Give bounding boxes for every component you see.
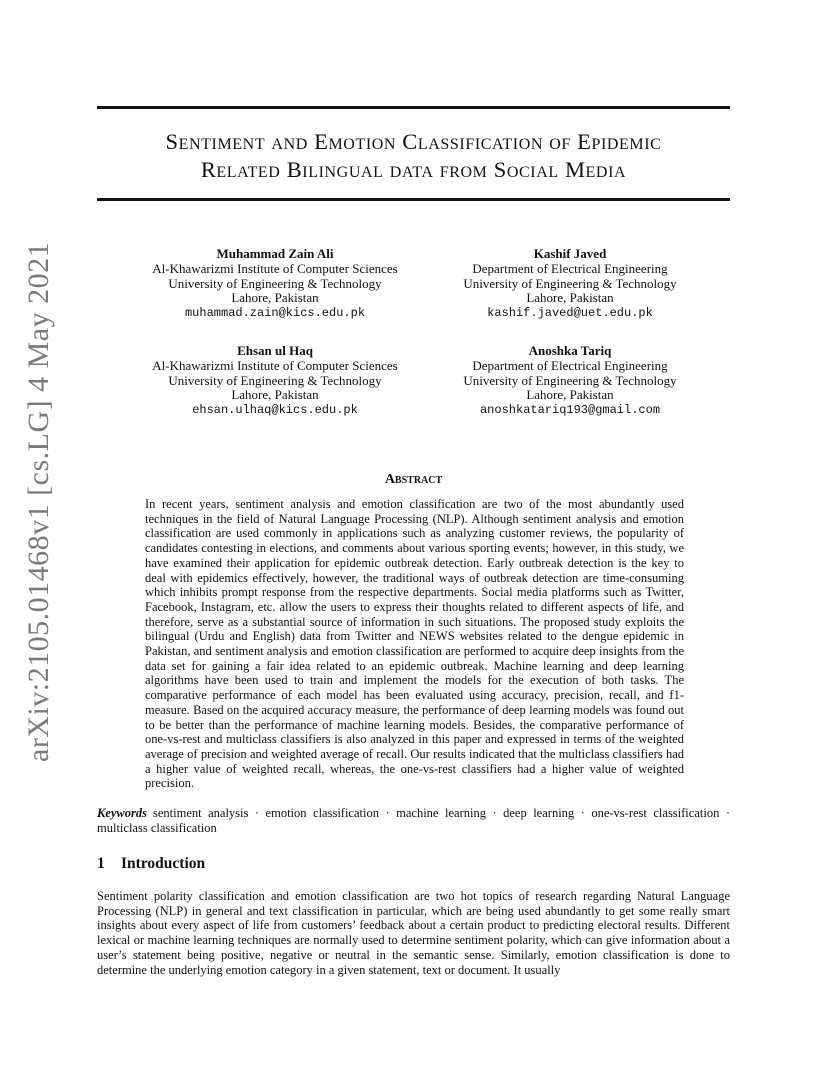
author-location: Lahore, Pakistan bbox=[231, 290, 319, 306]
author-name: Ehsan ul Haq bbox=[237, 343, 313, 358]
title-top-rule bbox=[97, 106, 730, 109]
title-line-1: Sentiment and Emotion Classification of Epidemic bbox=[165, 129, 662, 154]
abstract-heading: Abstract bbox=[384, 472, 443, 487]
author-affiliation: Al-Khawarizmi Institute of Computer Sciences bbox=[152, 357, 398, 373]
author-email: muhammad.zain@kics.edu.pk bbox=[184, 306, 366, 321]
author-location: Lahore, Pakistan bbox=[526, 290, 614, 306]
title-bottom-rule bbox=[97, 198, 730, 201]
author-block bbox=[420, 247, 720, 321]
author-affiliation: Department of Electrical Engineering bbox=[472, 260, 668, 276]
author-affiliation: University of Engineering & Technology bbox=[463, 372, 677, 388]
author-email: ehsan.ulhaq@kics.edu.pk bbox=[192, 403, 358, 418]
author-block bbox=[125, 247, 425, 321]
section-number: 1 bbox=[97, 855, 105, 872]
author-block bbox=[125, 344, 425, 418]
author-email: anoshkatariq193@gmail.com bbox=[479, 403, 661, 418]
author-name: Anoshka Tariq bbox=[528, 343, 612, 358]
section-title: Introduction bbox=[121, 855, 206, 872]
author-affiliation: University of Engineering & Technology bbox=[168, 275, 382, 291]
author-affiliation: University of Engineering & Technology bbox=[463, 275, 677, 291]
keywords-text: sentiment analysis · emotion classification · machine learning · deep learning · one-vs-rest classification · multiclass classification bbox=[97, 806, 730, 835]
author-affiliation: Department of Electrical Engineering bbox=[472, 357, 668, 373]
author-affiliation: Al-Khawarizmi Institute of Computer Sciences bbox=[152, 260, 398, 276]
keywords-label: Keywords bbox=[97, 806, 147, 820]
section-heading-introduction bbox=[97, 855, 205, 873]
title-line-2: Related Bilingual data from Social Media bbox=[200, 157, 627, 182]
paper-title bbox=[97, 128, 730, 184]
author-name: Muhammad Zain Ali bbox=[216, 246, 334, 261]
author-location: Lahore, Pakistan bbox=[231, 387, 319, 403]
author-email: kashif.javed@uet.edu.pk bbox=[487, 306, 653, 321]
keywords bbox=[97, 806, 730, 835]
arxiv-identifier: arXiv:2105.01468v1 [cs.LG] 4 May 2021 bbox=[22, 241, 55, 762]
author-affiliation: University of Engineering & Technology bbox=[168, 372, 382, 388]
author-block bbox=[420, 344, 720, 418]
introduction-text: Sentiment polarity classification and emotion classification are two hot topics of research regarding Natural Language Processing (NLP) in general and text classification in particular, which are being used abundantly to get some really smart insights about every aspect of life from customers’ feedback about a certain product to predicting electoral results. Different lexical or machine learning techniques are normally used to determine sentiment polarity, which can give information about a user’s statement being positive, negative or neutral in the semantic sense. Similarly, emotion classification is done to determine the underlying emotion category in a given statement, text or document. It usually bbox=[97, 889, 730, 977]
author-name: Kashif Javed bbox=[533, 246, 607, 261]
author-location: Lahore, Pakistan bbox=[526, 387, 614, 403]
abstract-text: In recent years, sentiment analysis and emotion classification are two of the most abundantly used techniques in the field of Natural Language Processing (NLP). Although sentiment analysis and emotion classification are used commonly in applications such as analyzing customer reviews, the popularity of candidates contesting in elections, and comments about various sporting events; however, in this study, we have examined their application for epidemic outbreak detection. Early outbreak detection is the key to deal with epidemics effectively, however, the traditional ways of outbreak detection are time-consuming which inhibits prompt response from the respective departments. Social media platforms such as Twitter, Facebook, Instagram, etc. allow the users to express their thoughts related to different aspects of life, and therefore, serve as a substantial source of information in such situations. The proposed study exploits the bilingual (Urdu and English) data from Twitter and NEWS websites related to the dengue epidemic in Pakistan, and sentiment analysis and emotion classification are performed to acquire deep insights from the data set for gaining a fair idea related to an epidemic outbreak. Machine learning and deep learning algorithms have been used to train and implement the models for the execution of both tasks. The comparative performance of each model has been evaluated using accuracy, precision, recall, and f1-measure. Based on the acquired accuracy measure, the performance of deep learning models was found out to be better than the performance of machine learning models. Besides, the comparative performance of one-vs-rest and multiclass classifiers is also analyzed in this paper and expressed in terms of the weighted average of precision and weighted average of recall. Our results indicated that the multiclass classifiers had a higher value of weighted recall, whereas, the one-vs-rest classifiers had a higher value of weighted precision. bbox=[145, 497, 684, 791]
